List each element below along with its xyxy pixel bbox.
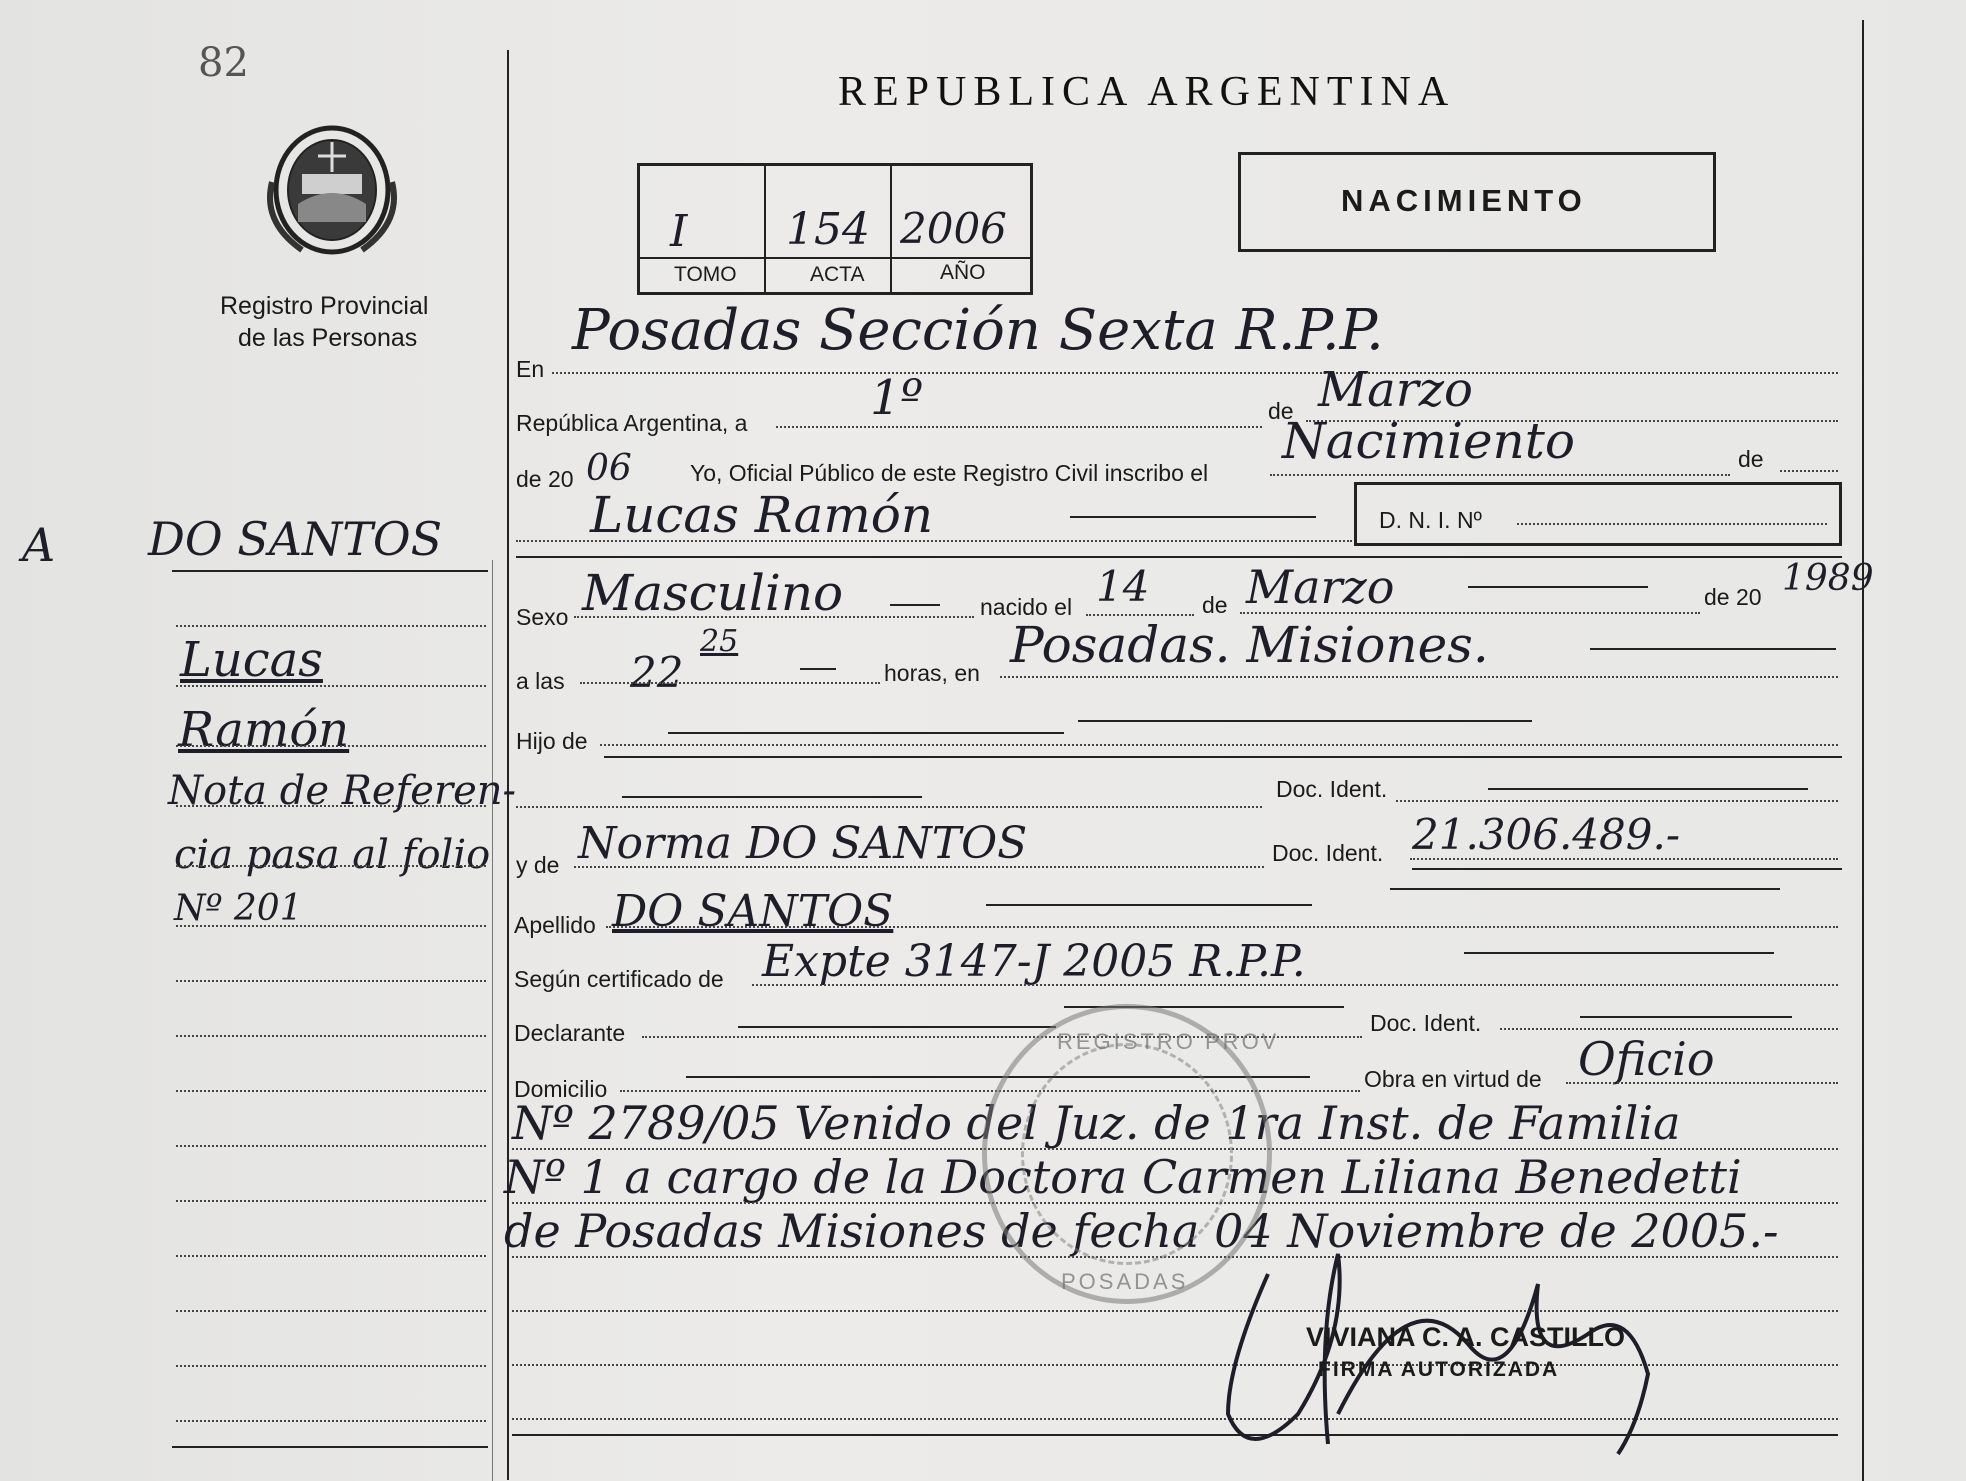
sex-value: Masculino [582,564,844,622]
ano-label: AÑO [940,261,986,284]
document-type-box [1238,152,1716,252]
stamp-top-text: REGISTRO PROV [1057,1029,1280,1054]
registry-name-line1: Registro Provincial [220,292,429,320]
yde-label: y de [516,852,560,878]
birth-year: 1989 [1782,558,1874,599]
document-type: NACIMIENTO [1341,183,1587,218]
declarante-label: Declarante [514,1020,626,1046]
en-label: En [516,356,545,382]
de20b-label: de 20 [1704,584,1762,610]
margin-note-line2: cia pasa al folio [174,832,491,878]
mother-name: Norma DO SANTOS [578,818,1028,869]
acta-label: ACTA [810,263,865,286]
dni-box [1354,482,1842,546]
obra-label: Obra en virtud de [1364,1066,1542,1092]
domicilio-label: Domicilio [514,1076,608,1102]
stamp-city-text: POSADAS [1061,1269,1189,1294]
tomo-value: I [670,206,688,257]
country-title: REPUBLICA ARGENTINA [838,69,1456,115]
body-text-line3: de Posadas Misiones de fecha 04 Noviembre de 2005.- [504,1204,1779,1258]
place-of-registry: Posadas Sección Sexta R.P.P. [572,298,1384,363]
margin-given1: Lucas [180,632,323,688]
nacido-label: nacido el [980,594,1073,620]
page-number: 82 [198,40,249,86]
certificate-reference: Expte 3147-J 2005 R.P.P. [762,936,1306,987]
birth-month: Marzo [1246,560,1395,614]
declarante-doc-label: Doc. Ident. [1370,1010,1482,1036]
signatory-name: VIVIANA C. A. CASTILLO [1306,1322,1626,1352]
obra-value: Oficio [1578,1032,1715,1086]
right-border [1862,20,1864,1481]
segun-label: Según certificado de [514,966,724,992]
mother-doc-number: 21.306.489.- [1412,810,1681,859]
margin-mark: A [22,518,56,572]
margin-surname: DO SANTOS [148,512,443,566]
surname-value: DO SANTOS [612,886,894,937]
provincial-seal-icon [262,112,402,262]
child-given-names: Lucas Ramón [590,486,934,544]
oficial-label: Yo, Oficial Público de este Registro Civil inscribo el [690,460,1209,486]
republica-label: República Argentina, a [516,410,748,436]
registry-name-line2: de las Personas [238,324,418,352]
de-end-label: de [1738,446,1764,472]
horas-en-label: horas, en [884,660,980,686]
margin-line [172,570,488,572]
de-label: de [1268,398,1294,424]
registry-day: 1º [870,370,924,426]
body-text-line1: Nº 2789/05 Venido del Juz. de 1ra Inst. de Familia [512,1096,1681,1150]
ano-value: 2006 [900,204,1007,253]
acta-value: 154 [786,204,870,255]
birth-minute: 25 [700,624,739,659]
birth-hour: 22 [630,648,684,697]
margin-given2: Ramón [178,702,350,758]
record-number-box [637,163,1033,295]
birth-day: 14 [1096,562,1150,611]
hijo-label: Hijo de [516,728,588,754]
margin-inner-line [492,560,493,1481]
registry-month: Marzo [1318,362,1473,418]
registry-year-suffix: 06 [586,448,632,489]
margin-note-line1: Nota de Referen- [168,768,517,814]
father-doc-label: Doc. Ident. [1276,776,1388,802]
sexo-label: Sexo [516,604,569,630]
inscription-type: Nacimiento [1282,412,1575,470]
birth-place: Posadas. Misiones. [1010,616,1489,674]
margin-note-line3: Nº 201 [174,888,303,929]
de20-label: de 20 [516,466,574,492]
apellido-label: Apellido [514,912,596,938]
tomo-label: TOMO [674,263,737,286]
signatory-title: FIRMA AUTORIZADA [1318,1358,1560,1381]
nacido-de-label: de [1202,592,1228,618]
mother-doc-label: Doc. Ident. [1272,840,1384,866]
dni-label: D. N. I. Nº [1379,507,1482,533]
body-text-line2: Nº 1 a cargo de la Doctora Carmen Liliana Benedetti [504,1150,1742,1204]
margin-divider [507,50,509,1480]
alas-label: a las [516,668,565,694]
